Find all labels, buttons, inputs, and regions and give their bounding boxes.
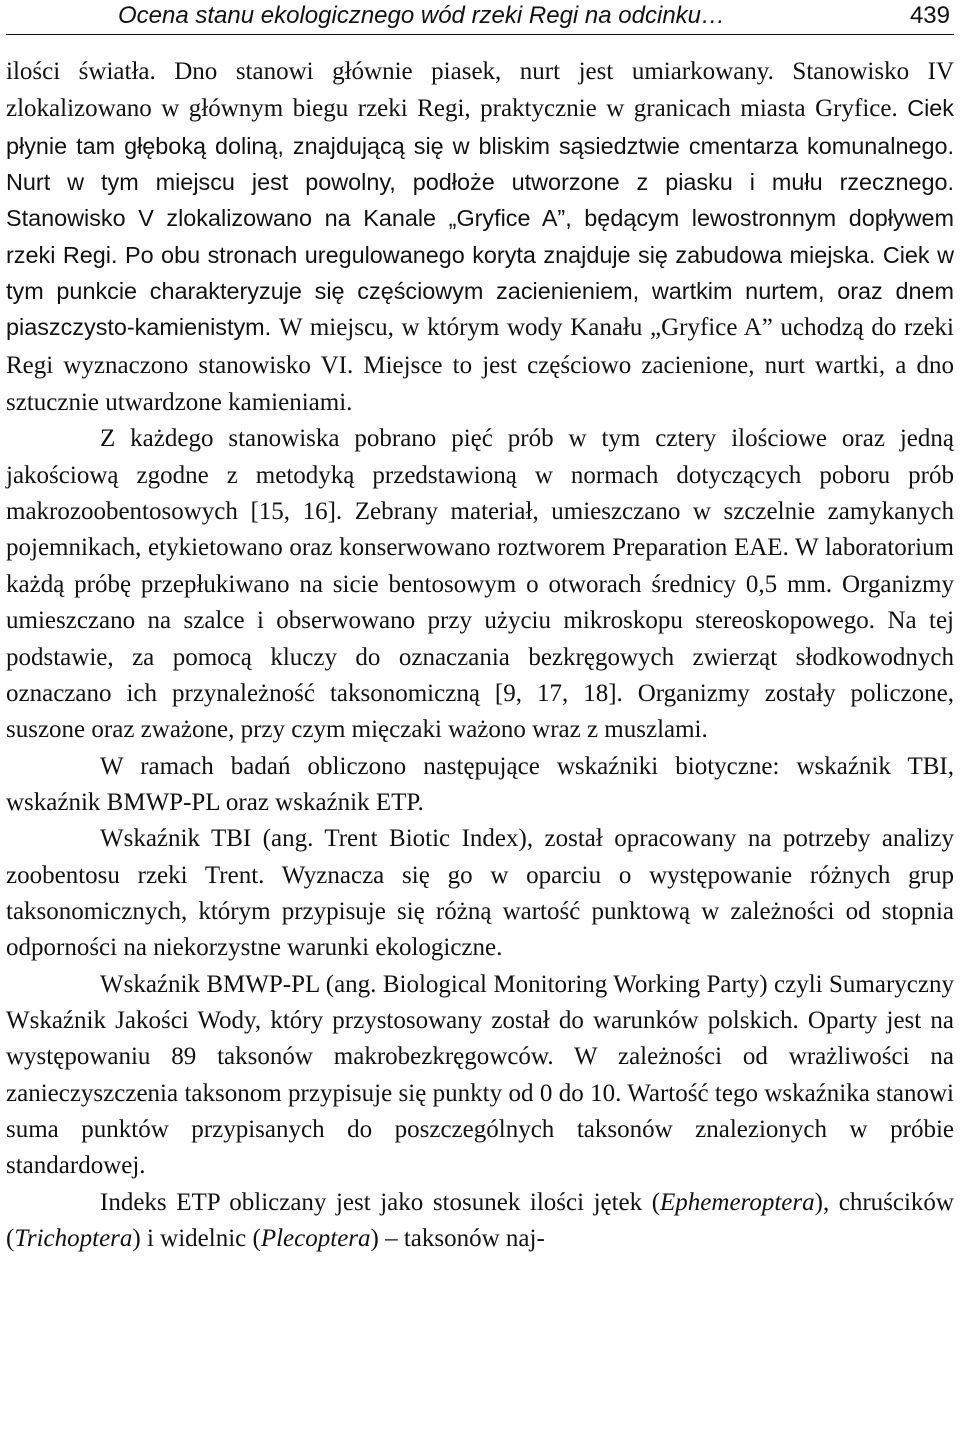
paragraph-run: Indeks ETP obliczany jest jako stosunek ilości jętek ( <box>100 1188 661 1216</box>
taxon-name-plecoptera: Plecoptera <box>260 1225 371 1252</box>
paragraph-run: Ciek płynie tam głęboką doliną, znajdującą się w bliskim sąsiedztwie cmentarza komunalnego. Nurt w tym miejscu jest powolny, podłoże utworzone z piasku i mułu rzecznego. Stanowisko V zlokalizowano na Kanale „Gryfice A”, będącym lewostronnym dopływem rzeki Regi. Po obu stronach uregulowanego koryta znajduje się zabudowa miejska. Ciek w tym punkcie charakteryzuje się częściowym zacienieniem, wartkim nurtem, oraz dnem piaszczysto-kamienistym. <box>6 95 954 341</box>
paragraph-sampling-method: Z każdego stanowiska pobrano pięć prób w tym cztery ilościowe oraz jedną jakościową zgodne z metodyką przedstawioną w normach dotyczących poboru prób makrozoobentosowych [15, 16]. Zebrany materiał, umieszczano w szczelnie zamykanych pojemnikach, etykietowano oraz konserwowano roztworem Preparation EAE. W laboratorium każdą próbę przepłukiwano na sicie bentosowym o otworach średnicy 0,5 mm. Organizmy umieszczano na szalce i obserwowano przy użyciu mikroskopu stereoskopowego. Na tej podstawie, za pomocą kluczy do oznaczania bezkręgowych zwierząt słodkowodnych oznaczano ich przynależność taksonomiczną [9, 17, 18]. Organizmy zostały policzone, suszone oraz zważone, przy czym mięczaki ważono wraz z muszlami. <box>6 425 954 744</box>
paragraph-biotic-indices: W ramach badań obliczono następujące wskaźniki biotyczne: wskaźnik TBI, wskaźnik BMWP-PL oraz wskaźnik ETP. <box>6 752 954 816</box>
paragraph-bmwp-index: Wskaźnik BMWP-PL (ang. Biological Monitoring Working Party) czyli Sumaryczny Wskaźnik Jakości Wody, który przystosowany został do warunków polskich. Oparty jest na występowaniu 89 taksonów makrobezkręgowców. W zależności od wrażliwości na zanieczyszczenia taksonom przypisuje się punkty od 0 do 10. Wartość tego wskaźnika stanowi suma punktów przypisanych do poszczególnych taksonów znalezionych w próbie standardowej. <box>6 970 954 1180</box>
running-title: Ocena stanu ekologicznego wód rzeki Regi na odcinku… <box>118 2 726 29</box>
paragraph-run: ), chruścików ( <box>6 1188 954 1252</box>
running-header <box>6 0 954 35</box>
paragraph-site-description <box>6 53 954 421</box>
page-number: 439 <box>909 2 950 29</box>
paragraph-run: ) – taksonów naj- <box>370 1225 545 1252</box>
paragraph-run: ) i widelnic ( <box>132 1225 261 1252</box>
paragraph-run: ilości światła. Dno stanowi głównie piasek, nurt jest umiarkowany. Stanowisko IV zlokalizowano w głównym biegu rzeki Regi, praktycznie w granicach miasta Gryfice. <box>6 58 954 123</box>
body-text <box>6 53 954 1257</box>
paragraph-run: W miejscu, w którym wody Kanału „Gryfice A” uchodzą do rzeki Regi wyznaczono stanowisko VI. Miejsce to jest częściowo zacienione, nurt wartki, a dno sztucznie utwardzone kamieniami. <box>6 314 955 417</box>
document-page <box>6 0 954 1440</box>
paragraph-tbi-index: Wskaźnik TBI (ang. Trent Biotic Index), został opracowany na potrzeby analizy zoobentosu rzeki Trent. Wyznacza się go w oparciu o występowanie różnych grup taksonomicznych, którym przypisuje się różną wartość punktową w zależności od stopnia odporności na niekorzystne warunki ekologiczne. <box>6 825 954 962</box>
paragraph-etp-index <box>6 1185 954 1258</box>
taxon-name-trichoptera: Trichoptera <box>14 1225 133 1252</box>
taxon-name-ephemeroptera: Ephemeroptera <box>660 1188 815 1216</box>
